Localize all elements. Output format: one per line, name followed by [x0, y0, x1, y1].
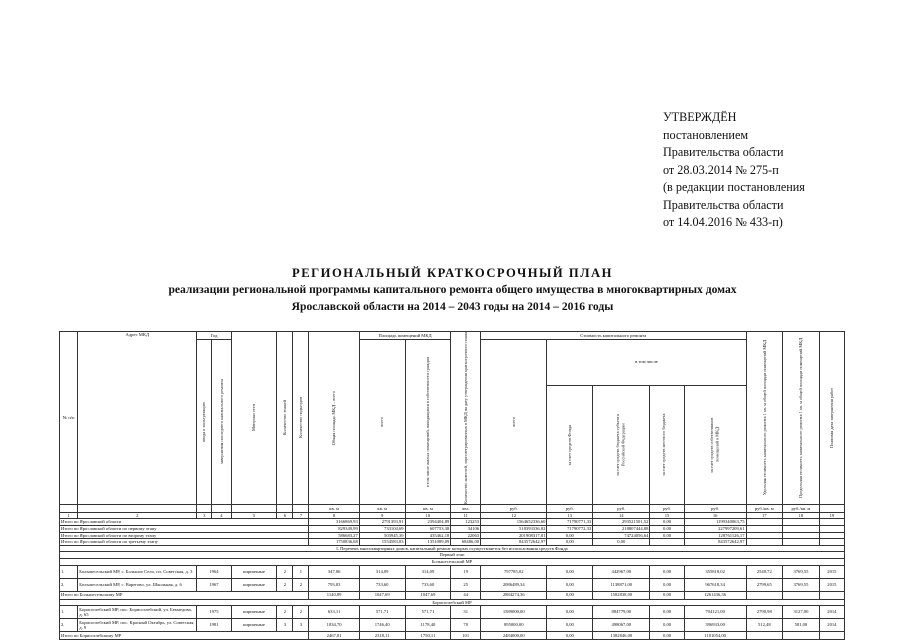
total-cell: 2394404,89	[405, 519, 451, 526]
subtotal-cell: 0,00	[650, 591, 684, 599]
subtotal-cell: 0,00	[547, 632, 593, 640]
row-unit-cost: 2790,98	[746, 606, 783, 619]
header-cost-local: за счет средств местного бюджета	[661, 413, 667, 476]
row-area-res: 314,09	[405, 565, 451, 578]
total-cell: 518393336,82	[481, 526, 547, 533]
row-date: 2014	[819, 619, 844, 632]
stage-heading: Первый этап	[60, 552, 845, 559]
row-area-res: 733,60	[405, 578, 451, 591]
total-cell: 503945,39	[359, 532, 405, 539]
total-label: Итого по Ярославской области по третьему этапу	[60, 539, 309, 546]
row-floors: 2	[277, 578, 293, 591]
unit-cell: кв. м	[405, 504, 451, 512]
row-cost-fund: 0,00	[547, 565, 593, 578]
subtotal-label: Итого по Борисоглебскому МР	[60, 632, 309, 640]
subtotal-label: Итого по Большесельскому МР	[60, 591, 309, 599]
unit-cell: кв. м	[359, 504, 405, 512]
row-area-res: 1178,40	[405, 619, 451, 632]
total-cell: 0,00	[593, 539, 650, 546]
row-cost-total: 895000,00	[481, 619, 547, 632]
subtotal-cell: 1101054,00	[684, 632, 746, 640]
subtotal-cell: 1750,11	[405, 632, 451, 640]
total-cell: 586683,27	[309, 532, 359, 539]
column-number-row	[60, 512, 845, 519]
plan-table	[59, 331, 845, 640]
row-limit-cost: 581,00	[783, 619, 820, 632]
row-date: 2015	[819, 578, 844, 591]
row-residents: 25	[451, 578, 481, 591]
row-total-area: 347,06	[309, 565, 359, 578]
col-number: 16	[684, 512, 746, 519]
row-residents: 31	[451, 606, 481, 619]
row-entrances: 2	[293, 606, 309, 619]
header-cost-incl: в том числе	[547, 340, 746, 386]
header-area-residential: в том числе жилых помещений, находящихся в собственности граждан	[425, 356, 431, 488]
total-cell: 1554583,83	[359, 539, 405, 546]
total-cell: 0,00	[547, 539, 593, 546]
plan-subtitle-period: Ярославской области на 2014 – 2043 годы на 2014 – 2016 годы	[291, 300, 614, 313]
subtotal-cell: 1261436,36	[684, 591, 746, 599]
subtotal-cell: 2318,11	[359, 632, 405, 640]
total-cell: 3166869,93	[309, 519, 359, 526]
row-cost-owners: 967618,34	[684, 578, 746, 591]
row-cost-total: 797785,02	[481, 565, 547, 578]
col-number: 10	[405, 512, 451, 519]
row-date: 2014	[819, 606, 844, 619]
total-row	[60, 526, 845, 533]
table-row	[60, 565, 845, 578]
row-cost-local: 0,00	[650, 619, 684, 632]
header-address: Адрес МКД	[78, 332, 197, 505]
total-row	[60, 532, 845, 539]
col-number: 1	[60, 512, 78, 519]
approval-line: от 14.04.2016 № 433-п)	[663, 215, 783, 229]
row-area-all: 314,09	[359, 565, 405, 578]
total-cell: 201908317,81	[481, 532, 547, 539]
header-cost-total: всего	[510, 417, 516, 427]
row-area-all: 571,71	[359, 606, 405, 619]
subtotal-cell: 2484000,00	[481, 632, 547, 640]
unit-cell: руб.	[684, 504, 746, 512]
row-area-all: 1746,40	[359, 619, 405, 632]
row-limit-cost: 3769,55	[783, 565, 820, 578]
total-cell: 1199340063,75	[684, 519, 746, 526]
row-residents: 70	[451, 619, 481, 632]
total-cell: 0,00	[547, 532, 593, 539]
subtotal-cell: 0,00	[650, 632, 684, 640]
approval-block	[663, 109, 893, 232]
col-number: 7	[293, 512, 309, 519]
col-number: 3	[197, 512, 212, 519]
row-material: кирпичные	[231, 606, 277, 619]
total-label: Итого по Ярославской области	[60, 519, 309, 526]
row-material: кирпичные	[231, 619, 277, 632]
unit-cell: руб.	[547, 504, 593, 512]
row-material: кирпичные	[231, 565, 277, 578]
col-number: 2	[78, 512, 197, 519]
header-planned-date: Плановая дата завершения работ	[829, 387, 835, 449]
col-number: 17	[746, 512, 783, 519]
col-number: 4	[212, 512, 231, 519]
subtotal-cell: 0,00	[547, 591, 593, 599]
approval-line: постановлением	[663, 127, 749, 142]
total-cell: 123253	[451, 519, 481, 526]
row-entrances: 2	[293, 578, 309, 591]
district-heading: Борисоглебский МР	[60, 599, 845, 606]
row-num: 2.	[60, 578, 78, 591]
row-limit-cost: 3127,00	[783, 606, 820, 619]
total-row	[60, 539, 845, 546]
subtotal-row	[60, 591, 845, 599]
row-unit-cost: 512,48	[746, 619, 783, 632]
table-row	[60, 578, 845, 591]
row-floors: 3	[277, 619, 293, 632]
header-num: № п/п	[60, 332, 78, 505]
row-address: Большесельский МР, с. Большое Село, пл. Советская, д. 3	[78, 565, 197, 578]
total-cell: 0,00	[650, 519, 684, 526]
row-num: 1.	[60, 565, 78, 578]
header-limit-cost: Предельная стоимость капитального ремонта 1 кв. м общей площади помещений МКД	[798, 338, 804, 498]
row-num: 2.	[60, 619, 78, 632]
col-number: 12	[481, 512, 547, 519]
header-year-built: ввода в эксплуатацию	[201, 401, 207, 442]
col-number: 5	[231, 512, 277, 519]
col-number: 14	[593, 512, 650, 519]
row-residents: 19	[451, 565, 481, 578]
subtotal-cell: 101	[451, 632, 481, 640]
row-cost-total: 2086489,34	[481, 578, 547, 591]
row-material: кирпичные	[231, 578, 277, 591]
header-year-repair: завершения последнего капитального ремонта	[218, 379, 224, 465]
total-cell: 71790772,33	[547, 526, 593, 533]
subtotal-cell: 1582838,00	[593, 591, 650, 599]
row-total-area: 1834,70	[309, 619, 359, 632]
total-cell: 0,00	[650, 532, 684, 539]
col-number: 19	[819, 512, 844, 519]
total-cell: 733104,69	[359, 526, 405, 533]
total-cell: 843572642,97	[684, 539, 746, 546]
col-number: 6	[277, 512, 293, 519]
row-year: 1981	[197, 619, 231, 632]
unit-cell: руб.	[481, 504, 547, 512]
total-cell: 22063	[451, 532, 481, 539]
row-cost-region: 498067,00	[593, 619, 650, 632]
header-entrances: Количество подъездов	[298, 397, 304, 439]
subtotal-cell: 2884274,36	[481, 591, 547, 599]
row-address: Борисоглебский МР, пос. Красный Октябрь, ул. Советская, д. 9	[78, 619, 197, 632]
header-cost-region: за счет средств бюджета субъекта Российской Федерации	[615, 413, 626, 476]
total-cell: 1564652336,60	[481, 519, 547, 526]
approval-line: Правительства области	[663, 145, 784, 159]
table-row	[60, 619, 845, 632]
unit-cell: руб./кв. м	[746, 504, 783, 512]
row-cost-owners: 704121,00	[684, 606, 746, 619]
total-cell: 128761126,17	[684, 532, 746, 539]
col-number: 13	[547, 512, 593, 519]
approval-line: Правительства области	[663, 197, 784, 212]
row-date: 2015	[819, 565, 844, 578]
row-floors: 2	[277, 606, 293, 619]
row-cost-local: 0,00	[650, 565, 684, 578]
header-year-group: Год	[197, 332, 231, 340]
unit-cell: руб./кв. м	[783, 504, 820, 512]
subtotal-row	[60, 632, 845, 640]
header-area-all: всего	[379, 417, 385, 427]
header-cost-group: Стоимость капитального ремонта	[481, 332, 746, 340]
header-area-group: Площадь помещений МКД	[359, 332, 451, 340]
total-cell: 71790771,33	[547, 519, 593, 526]
total-cell: 1750836,68	[309, 539, 359, 546]
row-total-area: 793,83	[309, 578, 359, 591]
row-area-all: 733,60	[359, 578, 405, 591]
col-number: 18	[783, 512, 820, 519]
header-floors: Количество этажей	[282, 400, 288, 436]
subtotal-cell: 1047,69	[359, 591, 405, 599]
subtotal-cell: 44	[451, 591, 481, 599]
header-wall-material: Материал стен	[251, 404, 257, 432]
row-address: Большесельский МР, с. Варегово, ул. Школьная, д. 6	[78, 578, 197, 591]
col-number: 15	[650, 512, 684, 519]
row-cost-fund: 0,00	[547, 606, 593, 619]
header-unit-cost: Удельная стоимость капитального ремонта 1 кв. м общей площади помещений МКД	[761, 340, 767, 496]
row-year: 1975	[197, 606, 231, 619]
total-cell: 68486,00	[451, 539, 481, 546]
row-limit-cost: 3769,55	[783, 578, 820, 591]
row-address: Борисоглебский МР, пос. Борисоглебский, ул. Бекмедова, д. 65	[78, 606, 197, 619]
total-cell: 607753,38	[405, 526, 451, 533]
plan-title: РЕГИОНАЛЬНЫЙ КРАТКОСРОЧНЫЙ ПЛАН	[292, 266, 613, 280]
total-label: Итого по Ярославской области по второму этапу	[60, 532, 309, 539]
row-entrances: 3	[293, 619, 309, 632]
header-residents: Количество жителей, зарегистрированных в МКД на дату утверждения краткосрочного плана	[462, 332, 468, 504]
row-year: 1964	[197, 565, 231, 578]
row-cost-fund: 0,00	[547, 578, 593, 591]
total-cell: 1351089,09	[405, 539, 451, 546]
total-row	[60, 519, 845, 526]
subtotal-cell: 1382846,00	[593, 632, 650, 640]
total-cell: 2791393,91	[359, 519, 405, 526]
row-cost-fund: 0,00	[547, 619, 593, 632]
total-cell: 218807444,88	[593, 526, 650, 533]
subtotal-cell: 1140,89	[309, 591, 359, 599]
row-unit-cost: 2540,72	[746, 565, 783, 578]
unit-cell: руб.	[650, 504, 684, 512]
header-total-area: Общая площадь МКД – всего	[331, 390, 337, 446]
total-cell: 435462,18	[405, 532, 451, 539]
row-cost-region: 442967,00	[593, 565, 650, 578]
row-cost-local: 0,00	[650, 578, 684, 591]
subtotal-cell: 1047,69	[405, 591, 451, 599]
table-row	[60, 606, 845, 619]
district-heading: Большесельский МР	[60, 559, 845, 566]
header-cost-fund: за счет средств Фонда	[567, 424, 572, 465]
unit-cell: кв. м	[309, 504, 359, 512]
total-label: Итого по Ярославской области по первому этапу	[60, 526, 309, 533]
row-cost-owners: 396933,00	[684, 619, 746, 632]
section-heading: I. Перечень многоквартирных домов, капитальный ремонт которых осуществляется без использования средств Фонда	[60, 545, 845, 552]
row-area-res: 571,71	[405, 606, 451, 619]
total-cell: 227997209,61	[684, 526, 746, 533]
plan-subtitle: реализации региональной программы капитального ремонта общего имущества в многоквартирных домах	[168, 283, 737, 296]
row-cost-region: 1138871,00	[593, 578, 650, 591]
total-cell: 74724056,64	[593, 532, 650, 539]
row-num: 1.	[60, 606, 78, 619]
row-total-area: 633,11	[309, 606, 359, 619]
unit-cell: руб.	[593, 504, 650, 512]
row-floors: 2	[277, 565, 293, 578]
col-number: 8	[309, 512, 359, 519]
total-cell: 0,00	[650, 526, 684, 533]
unit-cell: чел.	[451, 504, 481, 512]
row-cost-total: 1589000,00	[481, 606, 547, 619]
col-number: 9	[359, 512, 405, 519]
approval-line: (в редакции постановления	[663, 180, 805, 194]
row-cost-owners: 355818,02	[684, 565, 746, 578]
row-entrances: 1	[293, 565, 309, 578]
row-unit-cost: 2799,65	[746, 578, 783, 591]
col-number: 11	[451, 512, 481, 519]
row-year: 1967	[197, 578, 231, 591]
total-cell: 829349,99	[309, 526, 359, 533]
header-cost-owners: за счет средств собственников помещений в МКД	[709, 417, 720, 473]
row-cost-region: 884779,00	[593, 606, 650, 619]
approval-line: от 28.03.2014 № 275-п	[663, 162, 779, 177]
total-cell: 34106	[451, 526, 481, 533]
total-cell: 293521501,52	[593, 519, 650, 526]
row-cost-local: 0,00	[650, 606, 684, 619]
total-cell: 843572642,97	[481, 539, 547, 546]
subtotal-cell: 2467,81	[309, 632, 359, 640]
approval-line: УТВЕРЖДЁН	[663, 110, 737, 124]
